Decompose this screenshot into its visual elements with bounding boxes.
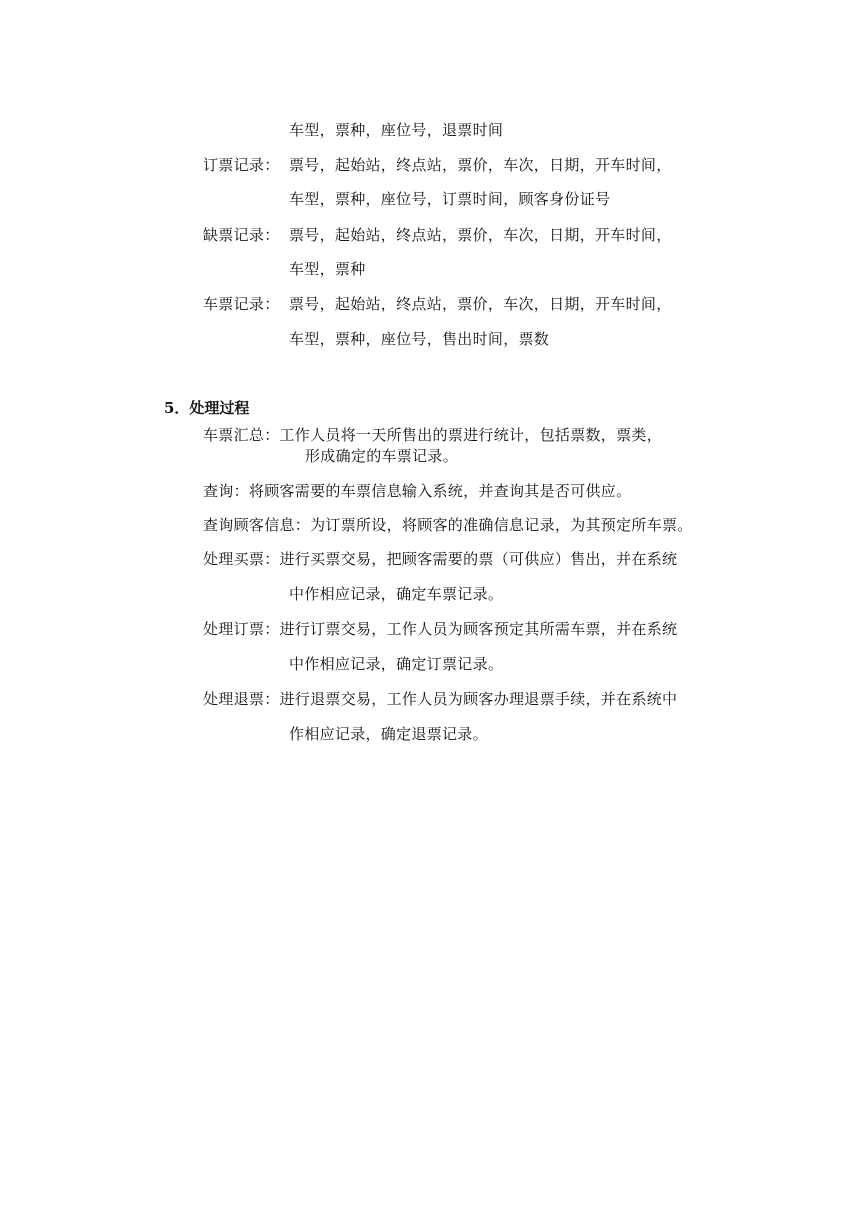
process-buy-1: 处理买票：进行买票交易，把顾客需要的票（可供应）售出，并在系统 — [203, 550, 678, 568]
record-booking-fields-1: 票号，起始站，终点站，票价，车次，日期，开车时间， — [289, 156, 672, 174]
process-refund-1: 处理退票：进行退票交易，工作人员为顾客办理退票手续，并在系统中 — [203, 690, 678, 708]
record-ticket-label: 车票记录： — [203, 295, 280, 313]
record-shortage-fields-1: 票号，起始站，终点站，票价，车次，日期，开车时间， — [289, 226, 672, 244]
section-heading: 5．处理过程 — [164, 399, 250, 417]
record-booking-label: 订票记录： — [203, 156, 280, 174]
record-ticket-fields-1: 票号，起始站，终点站，票价，车次，日期，开车时间， — [289, 295, 672, 313]
process-summary-1: 车票汇总：工作人员将一天所售出的票进行统计，包括票数，票类， — [203, 426, 663, 444]
refund-record-continuation: 车型，票种，座位号，退票时间 — [289, 121, 504, 139]
process-buy-2: 中作相应记录，确定车票记录。 — [289, 585, 504, 603]
record-booking-fields-2: 车型，票种，座位号，订票时间，顾客身份证号 — [289, 190, 611, 208]
process-query: 查询：将顾客需要的车票信息输入系统，并查询其是否可供应。 — [203, 482, 632, 500]
process-book-2: 中作相应记录，确定订票记录。 — [289, 655, 504, 673]
process-summary-2: 形成确定的车票记录。 — [305, 447, 459, 465]
record-ticket-fields-2: 车型，票种，座位号，售出时间，票数 — [289, 330, 550, 348]
process-book-1: 处理订票：进行订票交易，工作人员为顾客预定其所需车票，并在系统 — [203, 620, 678, 638]
record-shortage-label: 缺票记录： — [203, 226, 280, 244]
record-shortage-fields-2: 车型，票种 — [289, 260, 366, 278]
process-query-customer: 查询顾客信息：为订票所设，将顾客的准确信息记录，为其预定所车票。 — [203, 516, 693, 534]
process-refund-2: 作相应记录，确定退票记录。 — [289, 725, 488, 743]
